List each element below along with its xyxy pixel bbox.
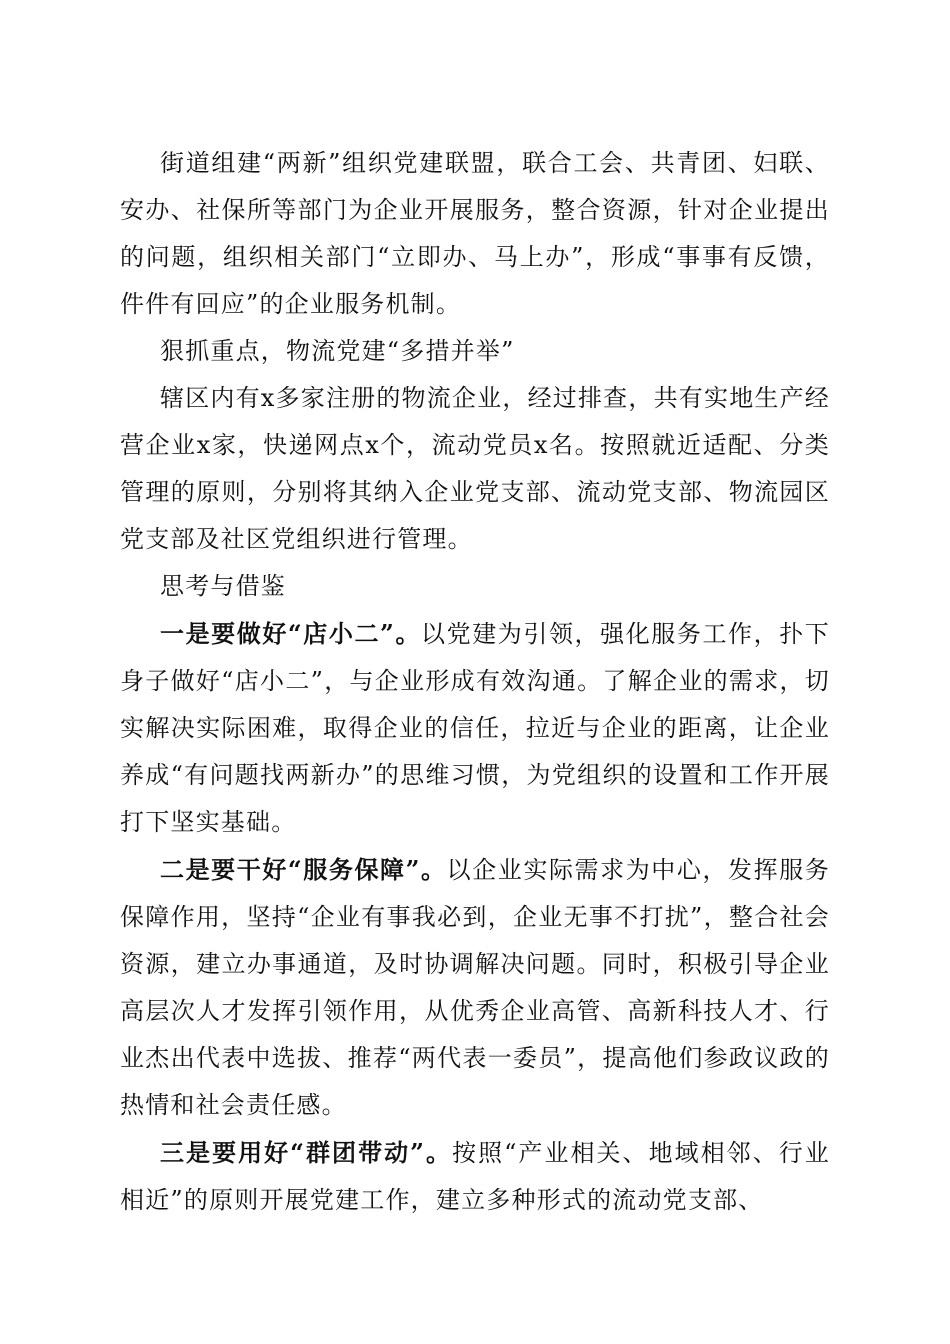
heading-logistics: 狠抓重点，物流党建“多措并举” [160, 337, 515, 365]
body-point-one: 以党建为引领，强化服务工作，扑下身子做好“店小二”，与企业形成有效沟通。了解企业的需求，切实解决实际困难，取得企业的信任，拉近与企业的距离，让企业养成“有问题找两新办”的思维习惯，为党组织的设置和工作开展打下坚实基础。 [120, 620, 831, 836]
document-page [120, 140, 830, 1224]
paragraph-point-three [120, 1129, 830, 1224]
lead-point-three: 三是要用好“群团带动”。 [160, 1138, 453, 1167]
body-point-two: 以企业实际需求为中心，发挥服务保障作用，坚持“企业有事我必到，企业无事不打扰”，整合社会资源，建立办事通道，及时协调解决问题。同时，积极引导企业高层次人才发挥引领作用，从优秀企业高管、高新科技人才、行业杰出代表中选拔、推荐“两代表一委员”，提高他们参政议政的热情和社会责任感。 [120, 856, 831, 1119]
lead-point-two: 二是要干好“服务保障”。 [160, 855, 447, 884]
lead-point-one: 一是要做好“店小二”。 [160, 619, 422, 648]
paragraph-point-one [120, 610, 830, 846]
paragraph-logistics: 辖区内有x多家注册的物流企业，经过排查，共有实地生产经营企业x家，快递网点x个，流动党员x名。按照就近适配、分类管理的原则，分别将其纳入企业党支部、流动党支部、物流园区党支部及社区党组织进行管理。 [120, 384, 830, 553]
paragraph-alliance: 街道组建“两新”组织党建联盟，联合工会、共青团、妇联、安办、社保所等部门为企业开展服务，整合资源，针对企业提出的问题，组织相关部门“立即办、马上办”，形成“事事有反馈，件件有回应”的企业服务机制。 [120, 149, 830, 318]
body-point-three: 按照“产业相关、地域相邻、行业相近”的原则开展党建工作，建立多种形式的流动党支部、 [120, 1139, 830, 1214]
paragraph-point-two [120, 846, 830, 1129]
heading-reflection: 思考与借鉴 [160, 572, 286, 600]
